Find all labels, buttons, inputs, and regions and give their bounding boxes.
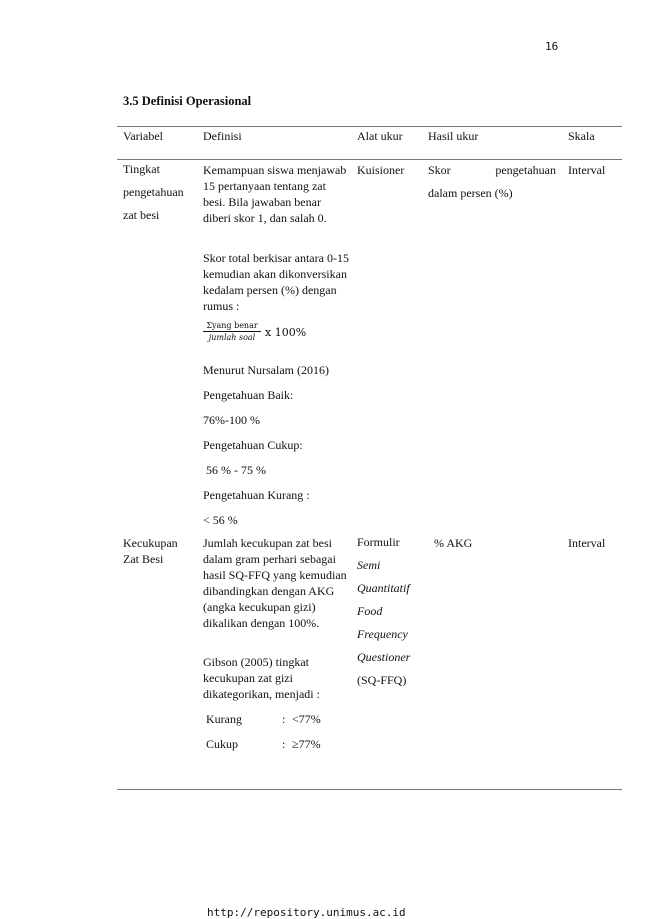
category-good-range: 76%-100 % bbox=[203, 413, 260, 427]
row1-hasil-ukur bbox=[428, 162, 556, 201]
row1-variabel-line: zat besi bbox=[123, 208, 160, 222]
header-variabel: Variabel bbox=[123, 129, 163, 143]
row2-variabel bbox=[123, 535, 201, 567]
row2-sufficiency-categories bbox=[206, 711, 351, 761]
formula-multiplier: x 100% bbox=[265, 326, 307, 339]
row1-variabel-line: Tingkat bbox=[123, 162, 160, 176]
header-definisi: Definisi bbox=[203, 129, 242, 143]
category-source: Menurut Nursalam (2016) bbox=[203, 363, 329, 377]
header-alat-ukur: Alat ukur bbox=[357, 129, 403, 143]
row2-alat-line: Food bbox=[357, 604, 383, 618]
row2-alat-line: Frequency bbox=[357, 627, 408, 641]
row2-variabel-line: Kecukupan bbox=[123, 536, 178, 550]
category-label: Cukup bbox=[206, 737, 239, 751]
row2-definisi-para1: Jumlah kecukupan zat besi dalam gram perhari sebagai hasil SQ-FFQ yang kemudian dibandingkan dengan AKG (angka kecukupan gizi) dikalikan dengan 100%. bbox=[203, 536, 347, 630]
formula-fraction bbox=[203, 320, 261, 344]
row1-hasil-line2: dalam persen (%) bbox=[428, 186, 513, 200]
category-row bbox=[206, 711, 351, 736]
table-bottom-rule bbox=[117, 789, 622, 790]
category-poor-range: < 56 % bbox=[203, 513, 238, 527]
row1-definisi-para2: Skor total berkisar antara 0-15 kemudian akan dikonversikan kedalam persen (%) dengan rumus : bbox=[203, 251, 349, 313]
row2-alat-line: Formulir bbox=[357, 535, 400, 549]
header-skala: Skala bbox=[568, 129, 595, 143]
row1-variabel-line: pengetahuan bbox=[123, 185, 184, 199]
row2-alat-line: Semi bbox=[357, 558, 381, 572]
section-title: 3.5 Definisi Operasional bbox=[123, 94, 252, 108]
table-top-rule bbox=[117, 126, 622, 127]
category-value: <77% bbox=[292, 712, 321, 726]
row1-hasil-line1 bbox=[428, 162, 556, 178]
formula-numerator: Σyang benar bbox=[203, 320, 261, 332]
row1-alat-ukur: Kuisioner bbox=[357, 163, 405, 177]
row2-alat-line: Questioner bbox=[357, 650, 411, 664]
category-poor-label: Pengetahuan Kurang : bbox=[203, 488, 310, 502]
category-good-label: Pengetahuan Baik: bbox=[203, 388, 294, 402]
category-fair-range: 56 % - 75 % bbox=[203, 463, 266, 477]
row2-alat-ukur bbox=[357, 531, 425, 692]
row1-definisi-para1: Kemampuan siswa menjawab 15 pertanyaan tentang zat besi. Bila jawaban benar diberi skor 1, dan salah 0. bbox=[203, 163, 347, 225]
score-formula bbox=[203, 320, 353, 348]
header-hasil-ukur: Hasil ukur bbox=[428, 129, 479, 143]
row1-knowledge-categories bbox=[203, 362, 353, 537]
row2-hasil-ukur: % AKG bbox=[434, 536, 473, 550]
row2-variabel-line: Zat Besi bbox=[123, 552, 164, 566]
row1-variabel bbox=[123, 158, 201, 227]
category-colon: : bbox=[282, 712, 286, 726]
row1-skala: Interval bbox=[568, 163, 606, 177]
row1-hasil-word: pengetahuan bbox=[495, 163, 556, 177]
category-colon: : bbox=[282, 737, 286, 751]
category-fair-label: Pengetahuan Cukup: bbox=[203, 438, 303, 452]
formula-denominator: jumlah soal bbox=[208, 333, 256, 342]
row2-alat-line: Quantitatif bbox=[357, 581, 410, 595]
row2-skala: Interval bbox=[568, 536, 606, 550]
footer-url[interactable]: http://repository.unimus.ac.id bbox=[207, 906, 406, 919]
row2-alat-line: (SQ-FFQ) bbox=[357, 673, 407, 687]
category-row bbox=[206, 736, 351, 761]
row1-hasil-word: Skor bbox=[428, 163, 451, 177]
row2-definisi-para2: Gibson (2005) tingkat kecukupan zat gizi dikategorikan, menjadi : bbox=[203, 655, 320, 701]
category-label: Kurang bbox=[206, 712, 242, 726]
page-number: 16 bbox=[545, 40, 559, 53]
category-value: ≥77% bbox=[292, 737, 321, 751]
